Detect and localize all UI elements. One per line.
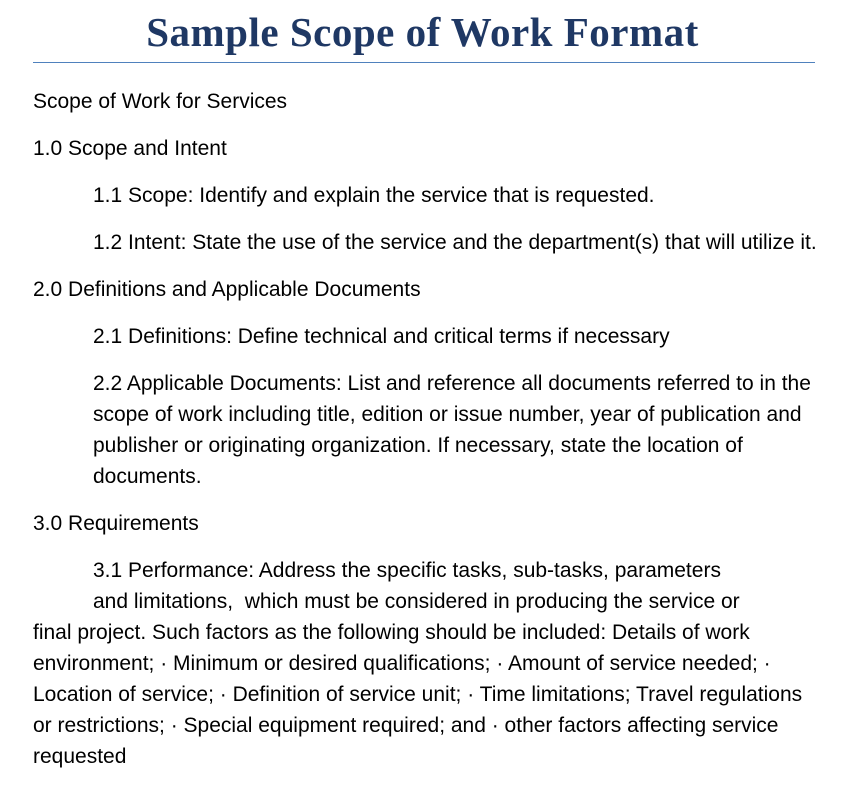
section-1-heading: 1.0 Scope and Intent	[33, 137, 227, 160]
section-1-1-scope: 1.1 Scope: Identify and explain the service that is requested.	[93, 184, 655, 207]
title-divider	[33, 62, 815, 63]
section-2-heading: 2.0 Definitions and Applicable Documents	[33, 278, 421, 301]
section-2-1-definitions: 2.1 Definitions: Define technical and critical terms if necessary	[93, 325, 670, 348]
section-2-2-applicable-documents: 2.2 Applicable Documents: List and reference all documents referred to in the scope of work including title, edition or issue number, year of publication and publisher or originating organization. If necessary, state the location of documents.	[93, 372, 811, 488]
intro-line: Scope of Work for Services	[33, 90, 288, 113]
performance-continuation: final project. Such factors as the following should be included: Details of work environment; · Minimum or desired qualifications; · Amount of service needed; · Location of service; · Definition of service unit; · Time limitations; Travel regulations or restrictions; · Special equipment required; and · other factors affecting service requested	[33, 621, 803, 768]
document-body	[33, 86, 823, 772]
performance-line-2: and limitations, which must be considered in producing the service or	[93, 590, 740, 613]
document-title: Sample Scope of Work Format	[146, 9, 699, 55]
section-1-2-intent: 1.2 Intent: State the use of the service and the department(s) that will utilize it.	[93, 231, 817, 254]
section-3-heading: 3.0 Requirements	[33, 512, 199, 535]
section-3-1-performance	[33, 555, 823, 772]
performance-line-1: 3.1 Performance: Address the specific tasks, sub-tasks, parameters	[93, 559, 721, 582]
